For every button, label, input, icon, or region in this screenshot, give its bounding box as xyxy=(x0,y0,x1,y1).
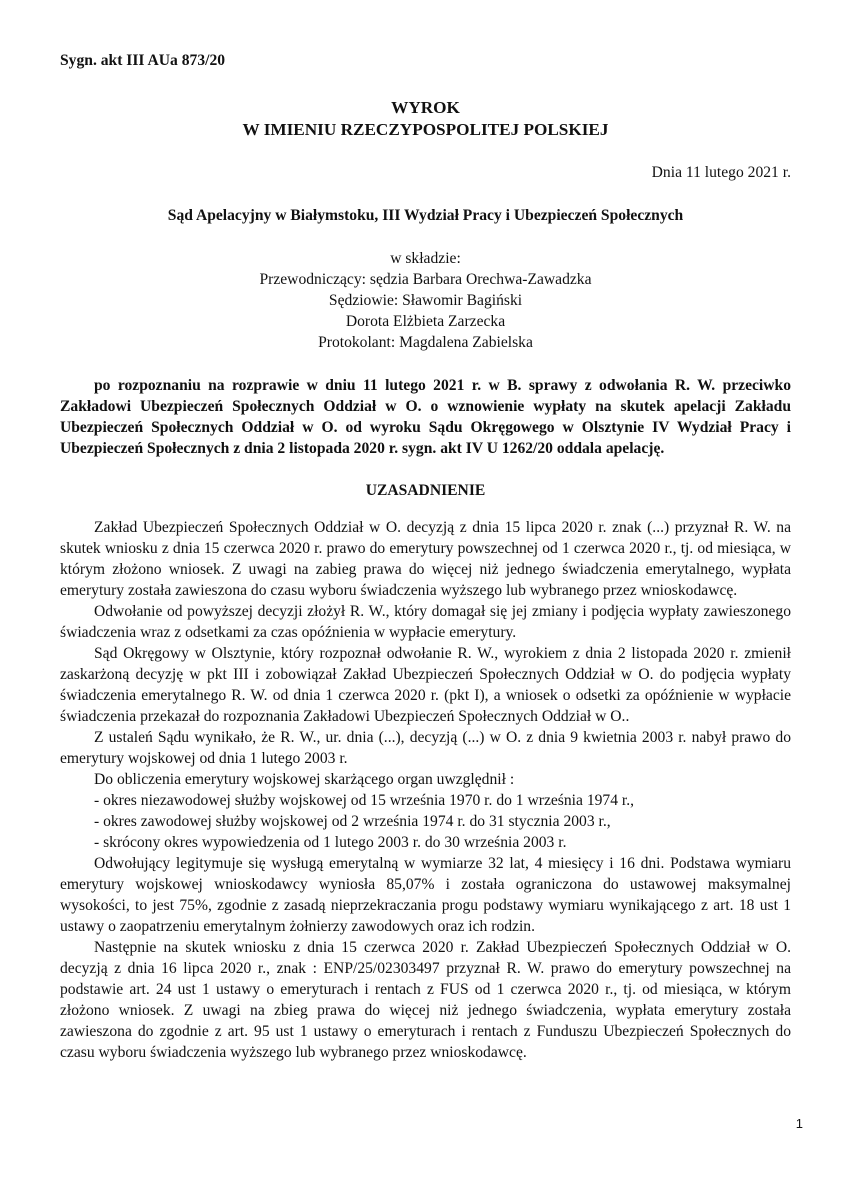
page-number: 1 xyxy=(795,1116,803,1131)
composition-intro: w składzie: xyxy=(390,250,461,267)
justification-paragraph-6: Odwołujący legitymuje się wysługą emerytalną w wymiarze 32 lat, 4 miesięcy i 16 dni. Podstawa wymiaru emerytury wojskowej wnioskodawcy wyniosła 85,07% i została ograniczona do ustawowej maksymalnej wysokości, to jest 75%, zgodnie z zasadą nieprzekraczania progu podstawy wymiaru wynikającego z art. 18 ust 1 ustawy o zaopatrzeniu emerytalnym żołnierzy zawodowych oraz ich rodzin. xyxy=(60,855,791,935)
judges: Sędziowie: Sławomir Bagiński xyxy=(328,292,523,309)
justification-paragraph-4: Z ustaleń Sądu wynikało, że R. W., ur. dnia (...), decyzją (...) w O. z dnia 9 kwietnia 2003 r. nabył prawo do emerytury wojskowej od dnia 1 lutego 2003 r. xyxy=(60,729,791,767)
court-clerk: Protokolant: Magdalena Zabielska xyxy=(318,334,533,351)
title-line-1: WYROK xyxy=(391,98,460,117)
justification-paragraph-3: Sąd Okręgowy w Olsztynie, który rozpoznał odwołanie R. W., wyrokiem z dnia 2 listopada 2020 r. zmienił zaskarżoną decyzję w pkt III i zobowiązał Zakład Ubezpieczeń Społecznych Oddział w O. do podjęcia wypłaty świadczenia emerytalnego R. W. od dnia 1 czerwca 2020 r. (pkt I), a wniosek o odsetki za opóźnienie w wypłacie świadczenia przekazał do rozpoznania Zakładowi Ubezpieczeń Społecznych Oddział w O.. xyxy=(60,645,791,725)
service-period-item: - okres niezawodowej służby wojskowej od 15 września 1970 r. do 1 września 1974 r., xyxy=(94,792,635,809)
court-name: Sąd Apelacyjny w Białymstoku, III Wydział Pracy i Ubezpieczeń Społecznych xyxy=(167,207,684,224)
justification-paragraph-7: Następnie na skutek wniosku z dnia 15 czerwca 2020 r. Zakład Ubezpieczeń Społecznych Oddział w O. decyzją z dnia 16 lipca 2020 r., znak : ENP/25/02303497 przyznał R. W. prawo do emerytury powszechnej na podstawie art. 24 ust 1 ustawy o emeryturach i rentach z FUS od 1 czerwca 2020 r., tj. od miesiąca, w którym złożono wniosek. Z uwagi na zbieg prawa do więcej niż jednego świadczenia, wypłata emerytury została zawieszona do zgodnie z art. 95 ust 1 ustawy o emeryturach i rentach z Funduszu Ubezpieczeń Społecznych do czasu wyboru świadczenia wyższego lub wybranego przez wnioskodawcę. xyxy=(60,939,791,1061)
service-period-item: - okres zawodowej służby wojskowej od 2 września 1974 r. do 31 stycznia 2003 r., xyxy=(94,813,611,830)
court-composition xyxy=(60,248,791,353)
judgment-date: Dnia 11 lutego 2021 r. xyxy=(651,164,791,181)
justification-paragraph-1: Zakład Ubezpieczeń Społecznych Oddział w O. decyzją z dnia 15 lipca 2020 r. znak (...) przyznał R. W. na skutek wniosku z dnia 15 czerwca 2020 r. prawo do emerytury powszechnej od 1 czerwca 2020 r., tj. od miesiąca, w którym złożono wniosek. Z uwagi na zabieg prawa do więcej niż jednego świadczenia emerytalnego, wypłata emerytury została zawieszona do czasu wyboru świadczenia wyższego lub wybranego przez wnioskodawcę. xyxy=(60,519,791,599)
justification-heading: UZASADNIENIE xyxy=(365,482,486,499)
justification-paragraph-5: Do obliczenia emerytury wojskowej skarżącego organ uwzględnił : xyxy=(94,771,515,788)
judgment-title xyxy=(60,97,791,141)
justification-paragraph-2: Odwołanie od powyższej decyzji złożył R. W., który domagał się jej zmiany i podjęcia wypłaty zawieszonego świadczenia wraz z odsetkami za czas opóźnienia w wypłacie emerytury. xyxy=(60,603,791,641)
presiding-judge: Przewodniczący: sędzia Barbara Orechwa-Zawadzka xyxy=(259,271,592,288)
title-line-2: W IMIENIU RZECZYPOSPOLITEJ POLSKIEJ xyxy=(242,120,609,139)
judge-second: Dorota Elżbieta Zarzecka xyxy=(345,313,506,330)
service-period-item: - skrócony okres wypowiedzenia od 1 lutego 2003 r. do 30 września 2003 r. xyxy=(94,834,567,851)
verdict-paragraph: po rozpoznaniu na rozprawie w dniu 11 lutego 2021 r. w B. sprawy z odwołania R. W. przeciwko Zakładowi Ubezpieczeń Społecznych Oddział w O. o wznowienie wypłaty na skutek apelacji Zakładu Ubezpieczeń Społecznych Oddział w O. od wyroku Sądu Okręgowego w Olsztynie IV Wydział Pracy i Ubezpieczeń Społecznych z dnia 2 listopada 2020 r. sygn. akt IV U 1262/20 oddala apelację. xyxy=(60,377,791,457)
case-number: Sygn. akt III AUa 873/20 xyxy=(60,52,226,69)
